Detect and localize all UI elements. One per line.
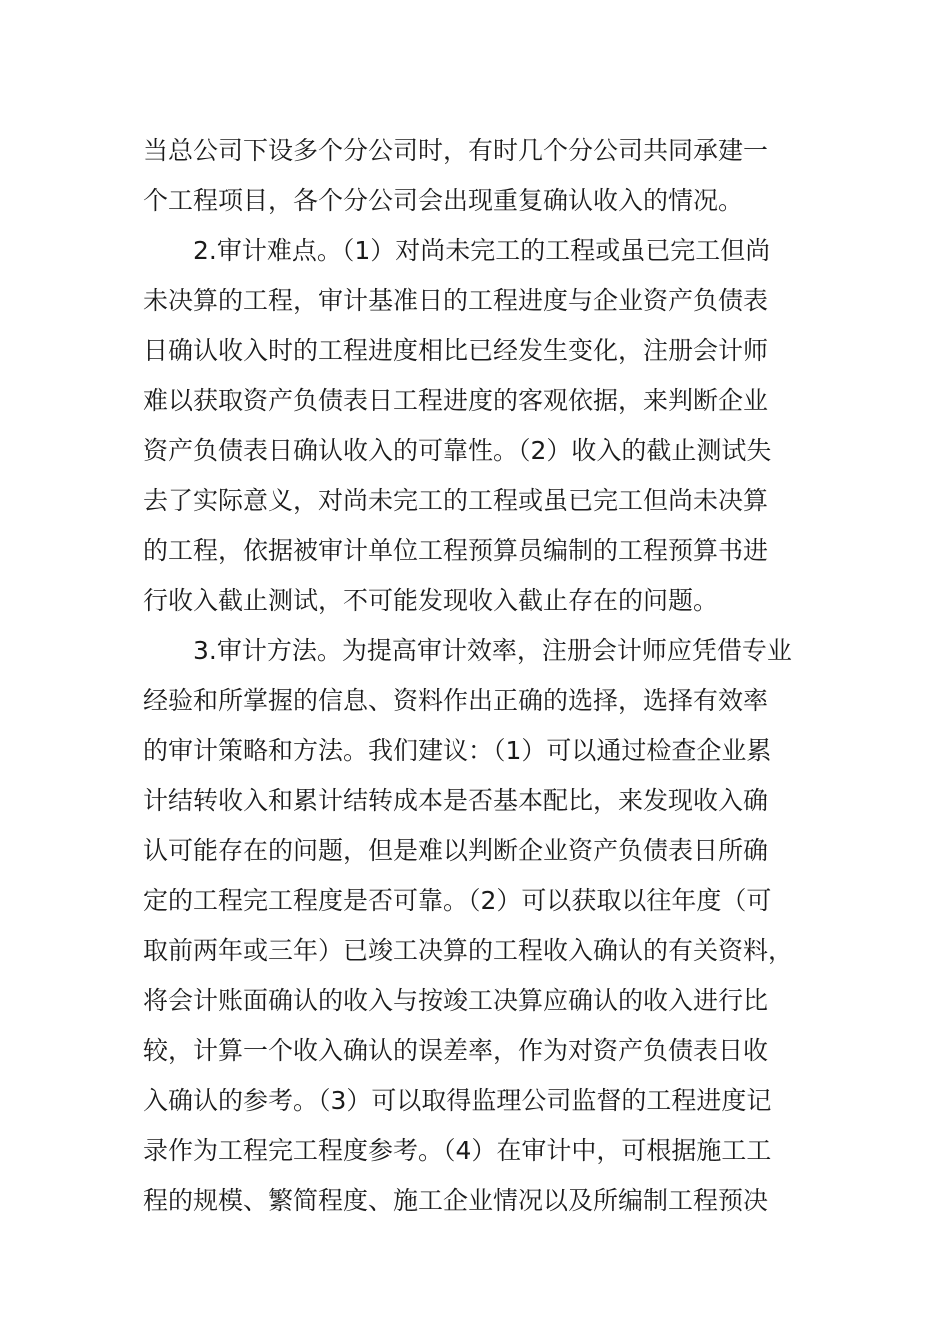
text-line: 较，计算一个收入确认的误差率，作为对资产负债表日收	[143, 1036, 769, 1065]
text-line: 难以获取资产负债表日工程进度的客观依据，来判断企业	[143, 386, 769, 415]
text-line: 录作为工程完工程度参考。（4）在审计中，可根据施工工	[143, 1136, 772, 1165]
text-line: 的工程，依据被审计单位工程预算员编制的工程预算书进	[143, 536, 769, 565]
text-line: 资产负债表日确认收入的可靠性。（2）收入的截止测试失	[143, 436, 772, 465]
text-line: 经验和所掌握的信息、资料作出正确的选择，选择有效率	[143, 686, 769, 715]
text-line: 程的规模、繁简程度、施工企业情况以及所编制工程预决	[143, 1186, 769, 1215]
text-line: 去了实际意义，对尚未完工的工程或虽已完工但尚未决算	[143, 486, 769, 515]
text-line: 将会计账面确认的收入与按竣工决算应确认的收入进行比	[143, 986, 769, 1015]
text-line: 个工程项目，各个分公司会出现重复确认收入的情况。	[143, 186, 744, 215]
paragraph-start-line: 3.审计方法。为提高审计效率，注册会计师应凭借专业	[193, 636, 792, 665]
text-line: 的审计策略和方法。我们建议：（1）可以通过检查企业累	[143, 736, 772, 765]
text-line: 行收入截止测试，不可能发现收入截止存在的问题。	[143, 586, 719, 615]
body-text	[143, 126, 813, 1226]
text-line: 取前两年或三年）已竣工决算的工程收入确认的有关资料，	[143, 936, 794, 965]
paragraph-start-line: 2.审计难点。（1）对尚未完工的工程或虽已完工但尚	[193, 236, 771, 265]
text-line: 当总公司下设多个分公司时，有时几个分公司共同承建一	[143, 136, 769, 165]
text-line: 日确认收入时的工程进度相比已经发生变化，注册会计师	[143, 336, 769, 365]
text-line: 认可能存在的问题，但是难以判断企业资产负债表日所确	[143, 836, 769, 865]
text-line: 定的工程完工程度是否可靠。（2）可以获取以往年度（可	[143, 886, 772, 915]
text-line: 计结转收入和累计结转成本是否基本配比，来发现收入确	[143, 786, 769, 815]
text-line: 入确认的参考。（3）可以取得监理公司监督的工程进度记	[143, 1086, 772, 1115]
text-line: 未决算的工程，审计基准日的工程进度与企业资产负债表	[143, 286, 769, 315]
